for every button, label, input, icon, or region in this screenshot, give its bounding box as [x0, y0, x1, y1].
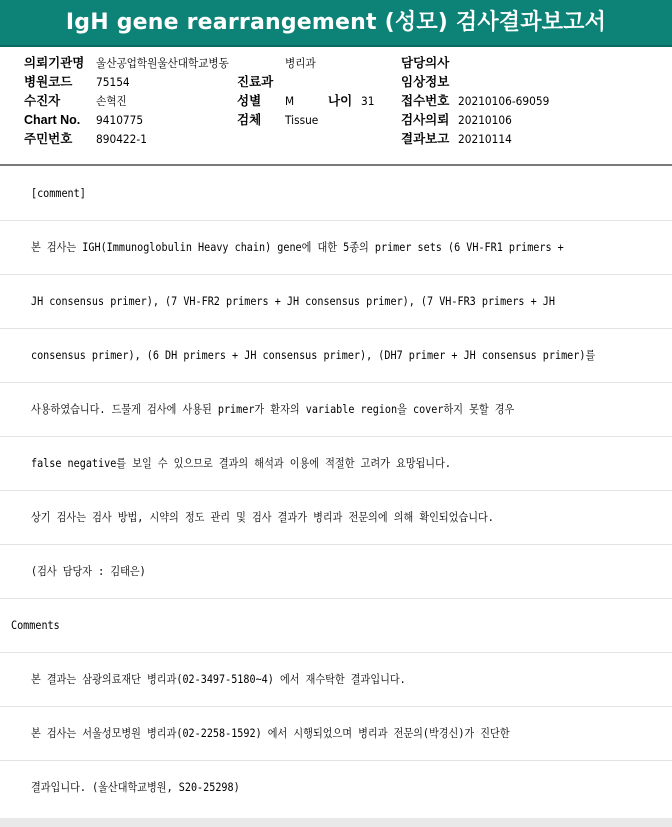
body-line: (검사 담당자 : 김태은) — [0, 545, 672, 599]
patient-value: 손혁진 — [96, 94, 127, 108]
doctor-label: 담당의사 — [401, 56, 450, 70]
body-line: false negative를 보일 수 있으므로 결과의 해석과 이용에 적절한 고려가 요망됩니다. — [0, 437, 672, 491]
specimen-value: Tissue — [285, 113, 319, 127]
body-line: 본 결과는 삼광의료재단 병리과(02-3497-5180~4) 에서 재수탁한 결과입니다. — [0, 653, 672, 707]
institution-label: 의뢰기관명 — [24, 56, 85, 70]
resident-no-value: 890422-1 — [96, 132, 147, 146]
header-row — [0, 73, 672, 92]
sex-label: 성별 — [237, 94, 262, 108]
body-line: 상기 검사는 검사 방법, 시약의 정도 관리 및 검사 결과가 병리과 전문의에 의해 확인되었습니다. — [0, 491, 672, 545]
hospital-code-label: 병원코드 — [24, 75, 73, 89]
department-value: 병리과 — [285, 56, 316, 70]
comment-heading: [comment] — [0, 167, 672, 221]
chart-no-value: 9410775 — [96, 113, 144, 127]
report-date-label: 결과보고 — [401, 132, 450, 146]
body-line: 본 검사는 IGH(Immunoglobulin Heavy chain) gene에 대한 5종의 primer sets (6 VH-FR1 primers + — [0, 221, 672, 275]
header-row — [0, 111, 672, 130]
institution-value: 울산공업학원울산대학교병동 — [96, 56, 229, 70]
request-date-label: 검사의뢰 — [401, 113, 450, 127]
resident-no-label: 주민번호 — [24, 132, 73, 146]
body-line: 본 검사는 서울성모병원 병리과(02-2258-1592) 에서 시행되었으며 병리과 전문의(박경신)가 진단한 — [0, 707, 672, 761]
body-line: consensus primer), (6 DH primers + JH consensus primer), (DH7 primer + JH consensus primer)를 — [0, 329, 672, 383]
accession-value: 20210106-69059 — [458, 94, 550, 108]
report-body — [0, 167, 672, 815]
chart-no-label: Chart No. — [24, 113, 81, 127]
header-divider — [0, 164, 672, 166]
hospital-code-value: 75154 — [96, 75, 130, 89]
body-line: 사용하였습니다. 드물게 검사에 사용된 primer가 환자의 variable region을 cover하지 못할 경우 — [0, 383, 672, 437]
header-row — [0, 54, 672, 73]
body-line: 결과입니다. (울산대학교병원, S20-25298) — [31, 780, 240, 794]
body-line: JH consensus primer), (7 VH-FR2 primers + JH consensus primer), (7 VH-FR3 primers + JH — [0, 275, 672, 329]
specimen-label: 검체 — [237, 113, 262, 127]
sex-value: M — [285, 94, 295, 108]
age-value: 31 — [361, 94, 375, 108]
comments-heading: Comments — [0, 599, 672, 653]
bottom-strip — [0, 818, 672, 827]
patient-info-header — [0, 50, 672, 166]
report-title: IgH gene rearrangement (성모) 검사결과보고서 — [0, 0, 672, 47]
report-date-value: 20210114 — [458, 132, 512, 146]
accession-label: 접수번호 — [401, 94, 450, 108]
header-row — [0, 92, 672, 111]
clinical-info-label: 임상정보 — [401, 75, 450, 89]
header-row — [0, 130, 672, 149]
request-date-value: 20210106 — [458, 113, 512, 127]
clinic-label: 진료과 — [237, 75, 274, 89]
age-label: 나이 — [328, 94, 353, 108]
patient-label: 수진자 — [24, 94, 61, 108]
